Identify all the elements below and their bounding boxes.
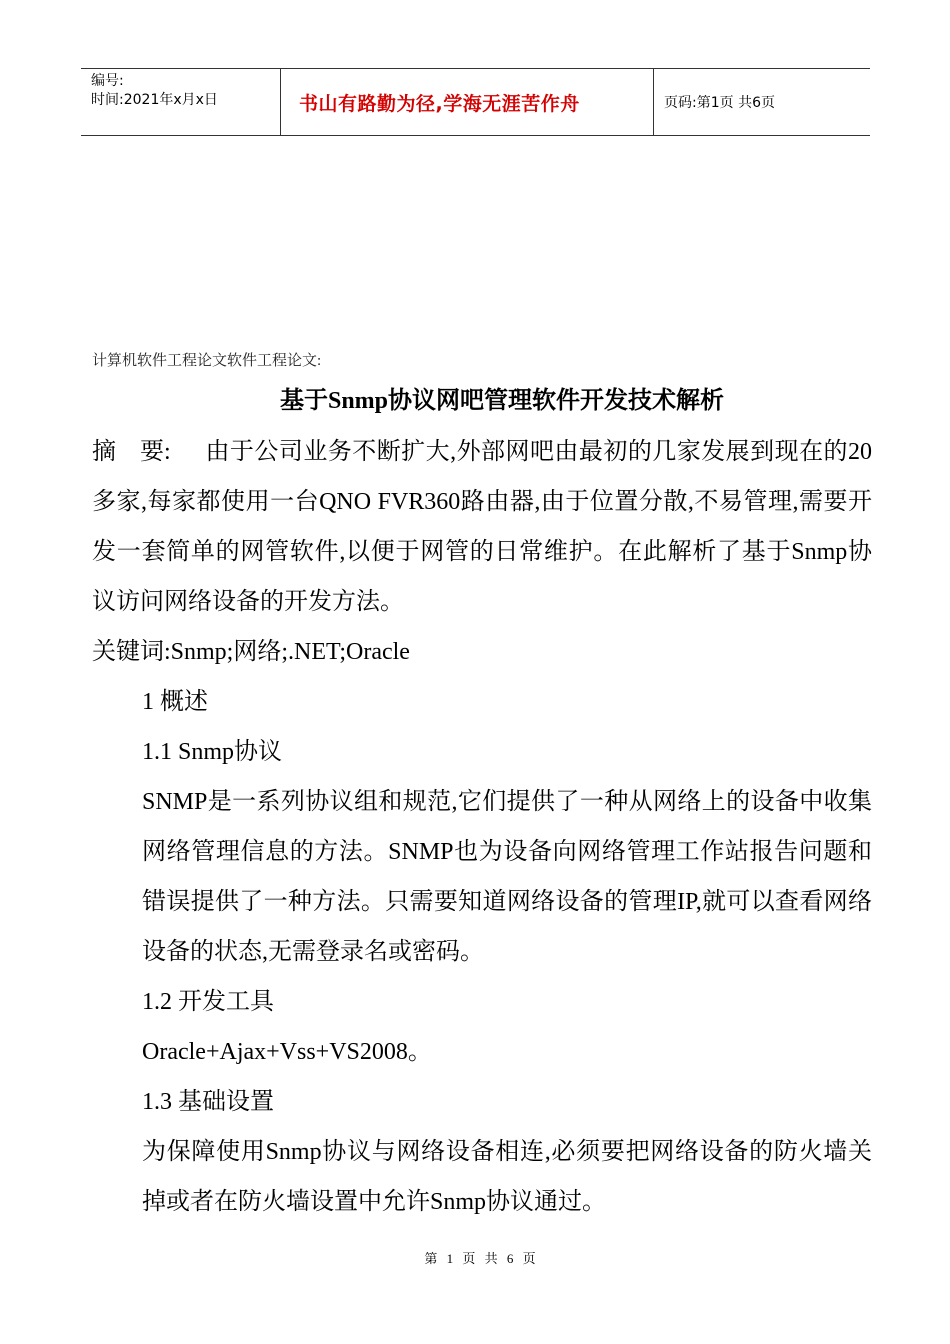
header-page-info: 页码:第1页 共6页	[664, 95, 775, 111]
abstract-text: 由于公司业务不断扩大,外部网吧由最初的几家发展到现在的20多家,每家都使用一台QNO FVR360路由器,由于位置分散,不易管理,需要开发一套简单的网管软件,以便于网管的日常维护。在此解析了基于Snmp协议访问网络设备的开发方法。	[92, 439, 872, 615]
keywords: 关键词:Snmp;网络;.NET;Oracle	[92, 639, 410, 665]
header-meta	[81, 69, 281, 135]
header-motto-cell	[281, 69, 654, 135]
document-category: 计算机软件工程论文软件工程论文:	[92, 353, 322, 369]
number-label: 编号:	[91, 73, 124, 89]
header-motto: 书山有路勤为径,学海无涯苦作舟	[299, 92, 580, 115]
section-heading-1-3: 1.3 基础设置	[142, 1089, 274, 1115]
paragraph-snmp: SNMP是一系列协议组和规范,它们提供了一种从网络上的设备中收集网络管理信息的方法。SNMP也为设备向网络管理工作站报告问题和错误提供了一种方法。只需要知道网络设备的管理IP,就可以查看网络设备的状态,无需登录名或密码。	[142, 789, 872, 965]
document-body	[92, 427, 872, 1227]
page-footer: 第 1 页 共 6 页	[424, 1251, 536, 1266]
section-heading-1-1: 1.1 Snmp协议	[142, 739, 283, 765]
abstract-label: 摘 要:	[92, 439, 171, 465]
page-header	[81, 68, 870, 136]
paragraph-settings: 为保障使用Snmp协议与网络设备相连,必须要把网络设备的防火墙关掉或者在防火墙设置中允许Snmp协议通过。	[142, 1139, 872, 1215]
time-label: 时间:2021年x月x日	[91, 92, 218, 108]
paragraph-tools: Oracle+Ajax+Vss+VS2008。	[142, 1039, 432, 1065]
document-title: 基于Snmp协议网吧管理软件开发技术解析	[279, 388, 725, 414]
section-heading-1: 1 概述	[142, 689, 208, 715]
section-heading-1-2: 1.2 开发工具	[142, 989, 274, 1015]
abstract-paragraph	[92, 427, 872, 627]
